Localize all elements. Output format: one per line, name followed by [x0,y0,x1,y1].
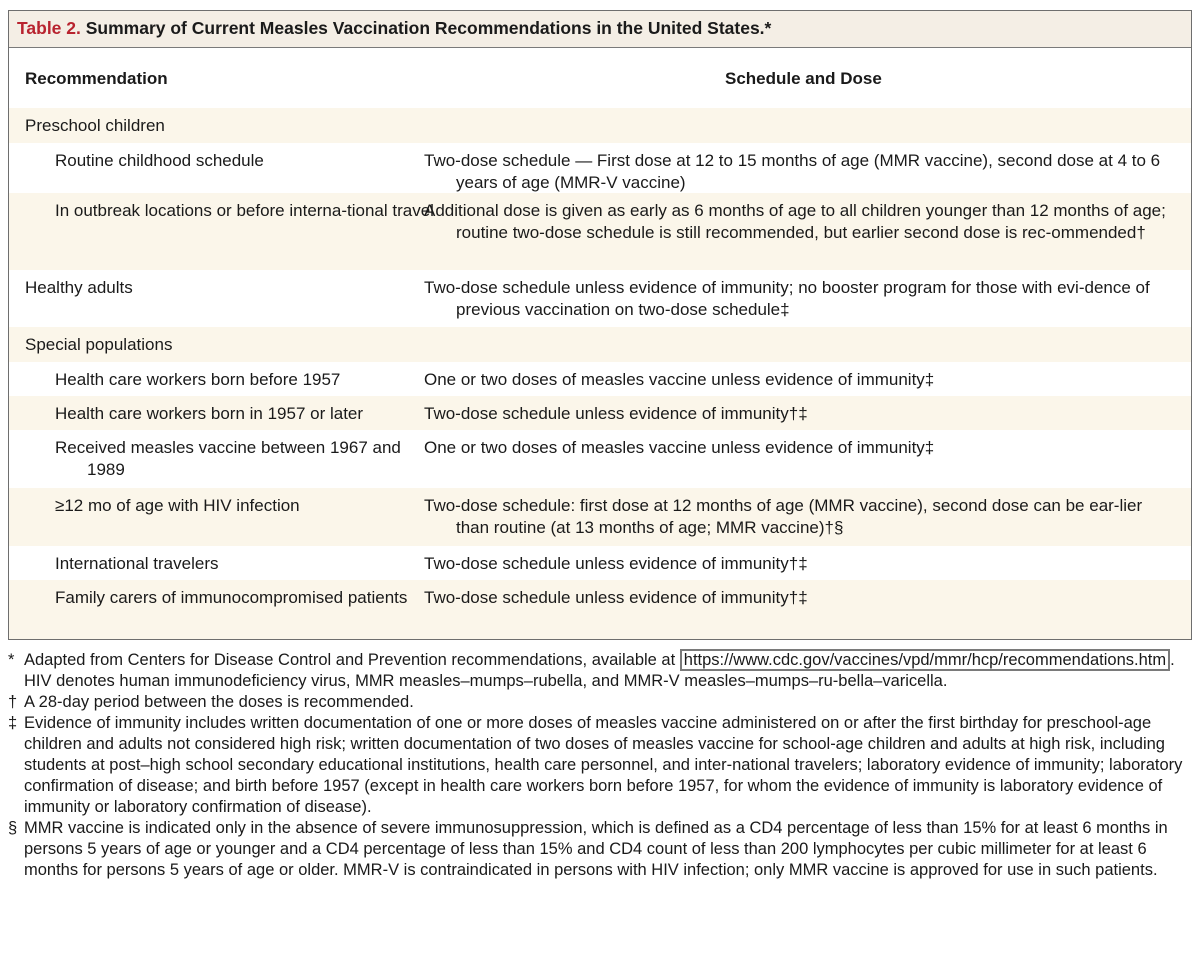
table-footnotes [8,650,1188,881]
table-row [9,546,1191,580]
footnote [8,650,1188,692]
recommendation-cell: Health care workers born before 1957 [55,370,341,389]
recommendation-cell: Routine childhood schedule [55,151,264,170]
table-row [9,580,1191,639]
table-title-text: Summary of Current Measles Vaccination Recommendations in the United States.* [85,18,772,38]
footnote [8,818,1188,881]
schedule-cell: Two-dose schedule unless evidence of immunity†‡ [424,588,808,607]
table-header-row [9,48,1191,109]
footnote-text: Adapted from Centers for Disease Control and Prevention recommendations, available at [24,651,680,669]
table-row [9,430,1191,488]
table-row [9,270,1191,327]
recommendation-cell: International travelers [55,554,219,573]
schedule-cell: Two-dose schedule — First dose at 12 to 15 months of age (MMR vaccine), second dose at 4 to 6 years of age (MMR-V vaccine) [424,151,1161,192]
recommendation-cell: ≥12 mo of age with HIV infection [55,496,300,515]
recommendation-cell: Preschool children [25,116,165,135]
footnote-symbol: * [8,651,15,669]
table-label: Table 2. [17,18,81,38]
footnote-text: A 28-day period between the doses is recommended. [24,693,414,711]
table-title-bar [9,11,1191,48]
recommendation-cell: Family carers of immunocompromised patients [55,588,408,607]
footnote-text: Evidence of immunity includes written documentation of one or more doses of measles vaccine administered on or after the first birthday for preschool-age children and adults not considered high risk; written documentation of two doses of measles vaccine for school-age children and adults at high risk, including students at post–high school secondary educational institutions, health care personnel, and inter-national travelers; laboratory evidence of immunity; laboratory confirmation of disease; and birth before 1957 (except in health care workers born before 1957, for whom the evidence of immunity is laboratory evidence of immunity or laboratory confirmation of disease). [24,714,1183,816]
schedule-cell: Additional dose is given as early as 6 months of age to all children younger than 12 months of age; routine two-dose schedule is still recommended, but earlier second dose is rec-ommended† [424,201,1166,242]
recommendation-cell: In outbreak locations or before interna-tional travel [55,201,434,220]
vaccination-table [8,10,1192,640]
cdc-link[interactable]: https://www.cdc.gov/vaccines/vpd/mmr/hcp/recommendations.htm [680,649,1170,671]
recommendation-cell: Special populations [25,335,173,354]
column-header-schedule: Schedule and Dose [725,69,882,88]
schedule-cell: Two-dose schedule unless evidence of immunity†‡ [424,404,808,423]
schedule-cell: Two-dose schedule unless evidence of immunity; no booster program for those with evi-dence of previous vaccination on two-dose schedule‡ [424,278,1150,319]
schedule-cell: One or two doses of measles vaccine unless evidence of immunity‡ [424,370,935,389]
footnote [8,713,1188,818]
table-row [9,193,1191,270]
footnote-symbol: ‡ [8,714,18,732]
footnote-symbol: † [8,693,18,711]
recommendation-cell: Healthy adults [25,278,133,297]
footnote-text: . HIV denotes human immunodeficiency virus, MMR measles–mumps–rubella, and MMR-V measles–mumps–ru-bella–varicella. [24,651,1175,690]
table-row [9,362,1191,396]
table-row [9,396,1191,430]
footnote-symbol: § [8,819,18,837]
recommendation-cell: Received measles vaccine between 1967 and 1989 [55,438,401,479]
schedule-cell: One or two doses of measles vaccine unless evidence of immunity‡ [424,438,935,457]
table-row [9,488,1191,546]
table-title [17,18,771,39]
schedule-cell: Two-dose schedule unless evidence of immunity†‡ [424,554,808,573]
table-row [9,108,1191,143]
footnote-text: MMR vaccine is indicated only in the absence of severe immunosuppression, which is defined as a CD4 percentage of less than 15% for at least 6 months in persons 5 years of age or younger and a CD4 percentage of less than 15% and CD4 count of less than 200 lymphocytes per cubic millimeter for at least 6 months for persons 5 years of age or older. MMR-V is contraindicated in persons with HIV infection; only MMR vaccine is approved for use in such patients. [24,819,1168,879]
column-header-recommendation: Recommendation [25,69,168,88]
recommendation-cell: Health care workers born in 1957 or later [55,404,364,423]
schedule-cell: Two-dose schedule: first dose at 12 months of age (MMR vaccine), second dose can be ear-lier than routine (at 13 months of age; MMR vaccine)†§ [424,496,1143,537]
footnote [8,692,1188,713]
table-row [9,143,1191,193]
table-row [9,327,1191,362]
